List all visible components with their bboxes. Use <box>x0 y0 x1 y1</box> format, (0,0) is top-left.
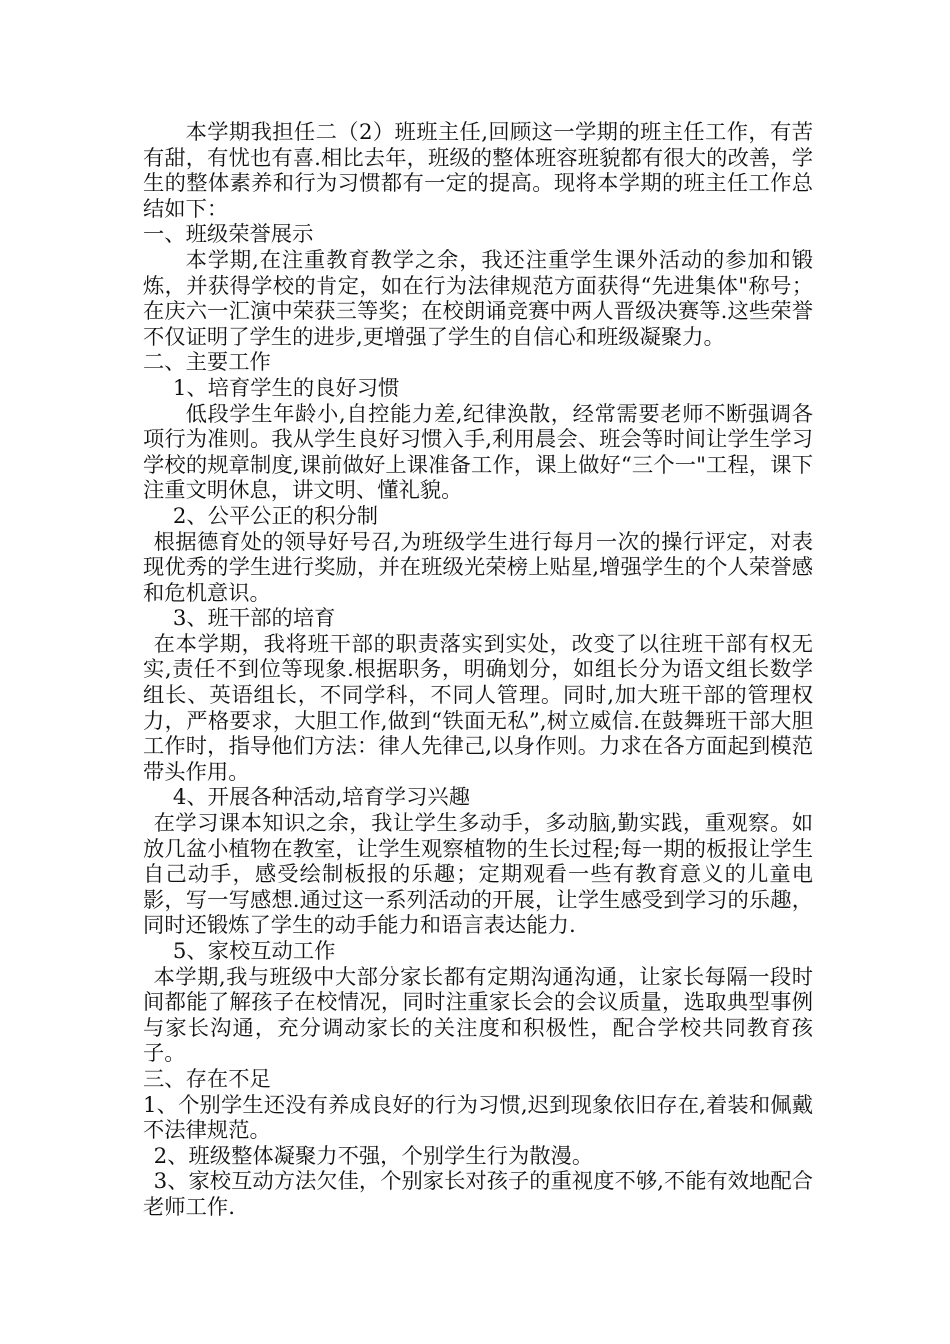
class-cadres-paragraph: 在本学期，我将班干部的职责落实到实处，改变了以往班干部有权无实,责任不到位等现象.根据职务，明确划分，如组长分为语文组长数学组长、英语组长，不同学科，不同人管理。同时,加大班干部的管理权力，严格要求，大胆工作,做到“铁面无私”,树立威信.在鼓舞班干部大胆工作时，指导他们方法：律人先律己,以身作则。力求在各方面起到模范带头作用。 <box>143 631 813 785</box>
document-page <box>143 120 813 1221</box>
habits-paragraph: 低段学生年龄小,自控能力差,纪律涣散，经常需要老师不断强调各项行为准则。我从学生良好习惯入手,利用晨会、班会等时间让学生学习学校的规章制度,课前做好上课准备工作，课上做好“三个一"工程，课下注重文明休息，讲文明、懂礼貌。 <box>143 401 813 504</box>
subheading-home-school: 5、家校互动工作 <box>172 939 336 964</box>
section-heading-main-work: 二、主要工作 <box>143 350 271 376</box>
section-heading-shortcomings: 三、存在不足 <box>143 1066 271 1092</box>
points-system-paragraph: 根据德育处的领导好号召,为班级学生进行每月一次的操行评定，对表现优秀的学生进行奖励，并在班级光荣榜上贴星,增强学生的个人荣誉感和危机意识。 <box>143 529 813 606</box>
subheading-activities: 4、开展各种活动,培育学习兴趣 <box>172 785 470 811</box>
shortcoming-item-1: 1、个别学生还没有养成良好的行为习惯,迟到现象依旧存在,着装和佩戴不法律规范。 <box>143 1092 813 1144</box>
section-heading-honors: 一、班级荣誉展示 <box>143 222 314 248</box>
activities-paragraph: 在学习课本知识之余，我让学生多动手，多动脑,勤实践，重观察。如放几盆小植物在教室，让学生观察植物的生长过程;每一期的板报让学生自己动手，感受绘制板报的乐趣；定期观看一些有教育意义的儿童电影，写一写感想.通过这一系列活动的开展，让学生感受到学习的乐趣，同时还锻炼了学生的动手能力和语言表达能力. <box>143 811 813 939</box>
intro-paragraph: 本学期我担任二（2）班班主任,回顾这一学期的班主任工作，有苦有甜，有忧也有喜.相比去年，班级的整体班容班貌都有很大的改善，学生的整体素养和行为习惯都有一定的提高。现将本学期的班主任工作总结如下： <box>143 120 813 222</box>
subheading-class-cadres: 3、班干部的培育 <box>172 606 336 632</box>
shortcoming-item-3: 3、家校互动方法欠佳，个别家长对孩子的重视度不够,不能有效地配合老师工作. <box>143 1169 813 1220</box>
home-school-paragraph: 本学期,我与班级中大部分家长都有定期沟通沟通，让家长每隔一段时间都能了解孩子在校情况，同时注重家长会的会议质量，选取典型事例与家长沟通，充分调动家长的关注度和积极性，配合学校共同教育孩子。 <box>143 964 813 1067</box>
honors-paragraph: 本学期,在注重教育教学之余，我还注重学生课外活动的参加和锻炼，并获得学校的肯定，如在行为法律规范方面获得“先进集体"称号；在庆六一汇演中荣获三等奖；在校朗诵竞赛中两人晋级决赛等.这些荣誉不仅证明了学生的进步,更增强了学生的自信心和班级凝聚力。 <box>143 247 813 350</box>
subheading-points-system: 2、公平公正的积分制 <box>172 503 379 529</box>
shortcoming-item-2: 2、班级整体凝聚力不强，个别学生行为散漫。 <box>153 1143 594 1169</box>
subheading-habits: 1、培育学生的良好习惯 <box>172 375 400 401</box>
